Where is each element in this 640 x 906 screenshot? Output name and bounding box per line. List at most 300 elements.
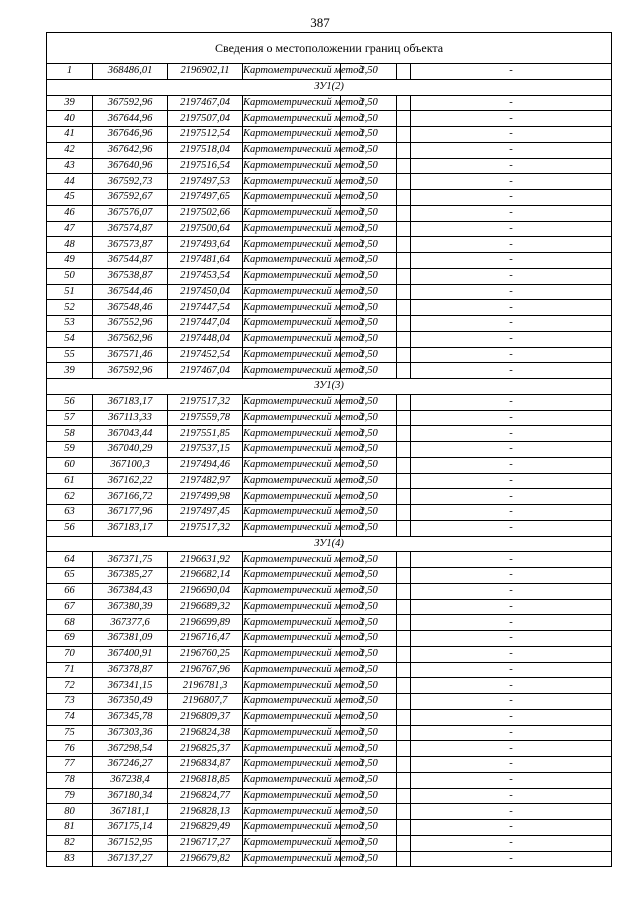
description-cell: - <box>411 205 612 221</box>
method-cell: Картометрический метод <box>243 725 341 741</box>
table-row <box>47 190 612 206</box>
method-cell: Картометрический метод <box>243 851 341 867</box>
blank-cell-cell <box>397 820 411 836</box>
blank-cell-cell <box>397 394 411 410</box>
accuracy-cell: 2,50 <box>341 678 397 694</box>
table-row <box>47 410 612 426</box>
description-cell: - <box>411 174 612 190</box>
x-coordinate-cell: 367571,46 <box>93 347 168 363</box>
description-cell: - <box>411 142 612 158</box>
accuracy-cell: 2,50 <box>341 457 397 473</box>
point-number-cell: 55 <box>47 347 93 363</box>
x-coordinate-cell: 367544,46 <box>93 284 168 300</box>
accuracy-cell: 2,50 <box>341 316 397 332</box>
blank-cell-cell <box>397 363 411 379</box>
table-row <box>47 851 612 867</box>
x-coordinate-cell: 367341,15 <box>93 678 168 694</box>
accuracy-cell: 2,50 <box>341 757 397 773</box>
x-coordinate-cell: 367384,43 <box>93 583 168 599</box>
point-number-cell: 62 <box>47 489 93 505</box>
accuracy-cell: 2,50 <box>341 127 397 143</box>
method-cell: Картометрический метод <box>243 757 341 773</box>
x-coordinate-cell: 367377,6 <box>93 615 168 631</box>
method-cell: Картометрический метод <box>243 426 341 442</box>
blank-cell-cell <box>397 489 411 505</box>
x-coordinate-cell: 367380,39 <box>93 599 168 615</box>
blank-cell-cell <box>397 583 411 599</box>
table-row <box>47 505 612 521</box>
y-coordinate-cell: 2196824,38 <box>168 725 243 741</box>
method-cell: Картометрический метод <box>243 300 341 316</box>
point-number-cell: 1 <box>47 64 93 80</box>
accuracy-cell: 2,50 <box>341 725 397 741</box>
method-cell: Картометрический метод <box>243 95 341 111</box>
y-coordinate-cell: 2196829,49 <box>168 820 243 836</box>
table-title-row <box>47 33 612 64</box>
page-number: 387 <box>310 15 330 30</box>
x-coordinate-cell: 367592,73 <box>93 174 168 190</box>
table-row <box>47 568 612 584</box>
method-cell: Картометрический метод <box>243 268 341 284</box>
boundary-coordinates-table <box>46 32 612 867</box>
accuracy-cell: 2,50 <box>341 804 397 820</box>
table-row <box>47 457 612 473</box>
table-row <box>47 442 612 458</box>
table-row <box>47 520 612 536</box>
x-coordinate-cell: 367166,72 <box>93 489 168 505</box>
table-row <box>47 64 612 80</box>
description-cell: - <box>411 552 612 568</box>
y-coordinate-cell: 2197448,04 <box>168 331 243 347</box>
method-cell: Картометрический метод <box>243 583 341 599</box>
table-title: Сведения о местоположении границ объекта <box>47 33 612 64</box>
section-label: ЗУ1(4) <box>47 536 612 552</box>
point-number-cell: 42 <box>47 142 93 158</box>
x-coordinate-cell: 367183,17 <box>93 394 168 410</box>
table-row <box>47 725 612 741</box>
blank-cell-cell <box>397 457 411 473</box>
x-coordinate-cell: 367592,96 <box>93 363 168 379</box>
description-cell: - <box>411 615 612 631</box>
point-number-cell: 53 <box>47 316 93 332</box>
table-row <box>47 646 612 662</box>
description-cell: - <box>411 221 612 237</box>
point-number-cell: 71 <box>47 662 93 678</box>
table-row <box>47 631 612 647</box>
description-cell: - <box>411 237 612 253</box>
y-coordinate-cell: 2197507,04 <box>168 111 243 127</box>
point-number-cell: 47 <box>47 221 93 237</box>
blank-cell-cell <box>397 268 411 284</box>
description-cell: - <box>411 757 612 773</box>
method-cell: Картометрический метод <box>243 662 341 678</box>
accuracy-cell: 2,50 <box>341 221 397 237</box>
blank-cell-cell <box>397 284 411 300</box>
y-coordinate-cell: 2197517,32 <box>168 520 243 536</box>
x-coordinate-cell: 367381,09 <box>93 631 168 647</box>
accuracy-cell: 2,50 <box>341 694 397 710</box>
table-row <box>47 709 612 725</box>
y-coordinate-cell: 2197493,64 <box>168 237 243 253</box>
blank-cell-cell <box>397 473 411 489</box>
accuracy-cell: 2,50 <box>341 741 397 757</box>
x-coordinate-cell: 367177,96 <box>93 505 168 521</box>
y-coordinate-cell: 2197453,54 <box>168 268 243 284</box>
method-cell: Картометрический метод <box>243 284 341 300</box>
method-cell: Картометрический метод <box>243 190 341 206</box>
point-number-cell: 40 <box>47 111 93 127</box>
accuracy-cell: 2,50 <box>341 174 397 190</box>
point-number-cell: 78 <box>47 772 93 788</box>
method-cell: Картометрический метод <box>243 568 341 584</box>
blank-cell-cell <box>397 127 411 143</box>
accuracy-cell: 2,50 <box>341 331 397 347</box>
y-coordinate-cell: 2196690,04 <box>168 583 243 599</box>
accuracy-cell: 2,50 <box>341 253 397 269</box>
y-coordinate-cell: 2196717,27 <box>168 835 243 851</box>
table-row <box>47 426 612 442</box>
description-cell: - <box>411 190 612 206</box>
point-number-cell: 56 <box>47 394 93 410</box>
method-cell: Картометрический метод <box>243 489 341 505</box>
description-cell: - <box>411 489 612 505</box>
blank-cell-cell <box>397 694 411 710</box>
point-number-cell: 65 <box>47 568 93 584</box>
method-cell: Картометрический метод <box>243 552 341 568</box>
blank-cell-cell <box>397 662 411 678</box>
accuracy-cell: 2,50 <box>341 300 397 316</box>
x-coordinate-cell: 367552,96 <box>93 316 168 332</box>
accuracy-cell: 2,50 <box>341 205 397 221</box>
table-row <box>47 142 612 158</box>
y-coordinate-cell: 2197518,04 <box>168 142 243 158</box>
accuracy-cell: 2,50 <box>341 158 397 174</box>
y-coordinate-cell: 2197499,98 <box>168 489 243 505</box>
y-coordinate-cell: 2197450,04 <box>168 284 243 300</box>
method-cell: Картометрический метод <box>243 316 341 332</box>
y-coordinate-cell: 2197482,97 <box>168 473 243 489</box>
method-cell: Картометрический метод <box>243 678 341 694</box>
x-coordinate-cell: 367043,44 <box>93 426 168 442</box>
table-row <box>47 316 612 332</box>
blank-cell-cell <box>397 331 411 347</box>
table-row <box>47 221 612 237</box>
description-cell: - <box>411 568 612 584</box>
x-coordinate-cell: 367183,17 <box>93 520 168 536</box>
accuracy-cell: 2,50 <box>341 788 397 804</box>
point-number-cell: 56 <box>47 520 93 536</box>
x-coordinate-cell: 367400,91 <box>93 646 168 662</box>
point-number-cell: 51 <box>47 284 93 300</box>
method-cell: Картометрический метод <box>243 505 341 521</box>
description-cell: - <box>411 316 612 332</box>
accuracy-cell: 2,50 <box>341 473 397 489</box>
accuracy-cell: 2,50 <box>341 237 397 253</box>
y-coordinate-cell: 2197500,64 <box>168 221 243 237</box>
table-row <box>47 615 612 631</box>
accuracy-cell: 2,50 <box>341 363 397 379</box>
point-number-cell: 49 <box>47 253 93 269</box>
method-cell: Картометрический метод <box>243 631 341 647</box>
y-coordinate-cell: 2197452,54 <box>168 347 243 363</box>
accuracy-cell: 2,50 <box>341 268 397 284</box>
description-cell: - <box>411 851 612 867</box>
table-row <box>47 284 612 300</box>
blank-cell-cell <box>397 64 411 80</box>
method-cell: Картометрический метод <box>243 347 341 363</box>
method-cell: Картометрический метод <box>243 111 341 127</box>
table-row <box>47 205 612 221</box>
table-row <box>47 268 612 284</box>
method-cell: Картометрический метод <box>243 237 341 253</box>
description-cell: - <box>411 646 612 662</box>
accuracy-cell: 2,50 <box>341 95 397 111</box>
point-number-cell: 52 <box>47 300 93 316</box>
x-coordinate-cell: 367246,27 <box>93 757 168 773</box>
x-coordinate-cell: 367385,27 <box>93 568 168 584</box>
point-number-cell: 57 <box>47 410 93 426</box>
y-coordinate-cell: 2196825,37 <box>168 741 243 757</box>
table-row <box>47 583 612 599</box>
point-number-cell: 39 <box>47 95 93 111</box>
method-cell: Картометрический метод <box>243 363 341 379</box>
accuracy-cell: 2,50 <box>341 190 397 206</box>
method-cell: Картометрический метод <box>243 127 341 143</box>
point-number-cell: 63 <box>47 505 93 521</box>
accuracy-cell: 2,50 <box>341 442 397 458</box>
point-number-cell: 82 <box>47 835 93 851</box>
table-row <box>47 111 612 127</box>
point-number-cell: 72 <box>47 678 93 694</box>
x-coordinate-cell: 367238,4 <box>93 772 168 788</box>
table-row <box>47 788 612 804</box>
table-row <box>47 552 612 568</box>
point-number-cell: 76 <box>47 741 93 757</box>
x-coordinate-cell: 367303,36 <box>93 725 168 741</box>
y-coordinate-cell: 2196631,92 <box>168 552 243 568</box>
table-row <box>47 473 612 489</box>
x-coordinate-cell: 367548,46 <box>93 300 168 316</box>
point-number-cell: 81 <box>47 820 93 836</box>
description-cell: - <box>411 694 612 710</box>
x-coordinate-cell: 367576,07 <box>93 205 168 221</box>
y-coordinate-cell: 2196682,14 <box>168 568 243 584</box>
table-row <box>47 804 612 820</box>
point-number-cell: 43 <box>47 158 93 174</box>
blank-cell-cell <box>397 347 411 363</box>
table-row <box>47 363 612 379</box>
y-coordinate-cell: 2196689,32 <box>168 599 243 615</box>
blank-cell-cell <box>397 741 411 757</box>
y-coordinate-cell: 2196807,7 <box>168 694 243 710</box>
x-coordinate-cell: 367646,96 <box>93 127 168 143</box>
blank-cell-cell <box>397 804 411 820</box>
accuracy-cell: 2,50 <box>341 111 397 127</box>
method-cell: Картометрический метод <box>243 457 341 473</box>
y-coordinate-cell: 2196760,25 <box>168 646 243 662</box>
point-number-cell: 74 <box>47 709 93 725</box>
accuracy-cell: 2,50 <box>341 599 397 615</box>
blank-cell-cell <box>397 111 411 127</box>
accuracy-cell: 2,50 <box>341 646 397 662</box>
y-coordinate-cell: 2197497,53 <box>168 174 243 190</box>
point-number-cell: 59 <box>47 442 93 458</box>
blank-cell-cell <box>397 426 411 442</box>
x-coordinate-cell: 367298,54 <box>93 741 168 757</box>
description-cell: - <box>411 95 612 111</box>
x-coordinate-cell: 367137,27 <box>93 851 168 867</box>
accuracy-cell: 2,50 <box>341 552 397 568</box>
y-coordinate-cell: 2196767,96 <box>168 662 243 678</box>
point-number-cell: 83 <box>47 851 93 867</box>
blank-cell-cell <box>397 568 411 584</box>
accuracy-cell: 2,50 <box>341 410 397 426</box>
table-row <box>47 694 612 710</box>
y-coordinate-cell: 2197512,54 <box>168 127 243 143</box>
y-coordinate-cell: 2196834,87 <box>168 757 243 773</box>
method-cell: Картометрический метод <box>243 205 341 221</box>
blank-cell-cell <box>397 253 411 269</box>
y-coordinate-cell: 2196824,77 <box>168 788 243 804</box>
table-row <box>47 835 612 851</box>
section-label: ЗУ1(2) <box>47 79 612 95</box>
description-cell: - <box>411 599 612 615</box>
blank-cell-cell <box>397 631 411 647</box>
table-row <box>47 158 612 174</box>
description-cell: - <box>411 725 612 741</box>
blank-cell-cell <box>397 300 411 316</box>
x-coordinate-cell: 367180,34 <box>93 788 168 804</box>
x-coordinate-cell: 367562,96 <box>93 331 168 347</box>
table-row <box>47 394 612 410</box>
method-cell: Картометрический метод <box>243 253 341 269</box>
description-cell: - <box>411 662 612 678</box>
description-cell: - <box>411 158 612 174</box>
x-coordinate-cell: 367152,95 <box>93 835 168 851</box>
description-cell: - <box>411 268 612 284</box>
y-coordinate-cell: 2197502,66 <box>168 205 243 221</box>
point-number-cell: 64 <box>47 552 93 568</box>
description-cell: - <box>411 520 612 536</box>
description-cell: - <box>411 473 612 489</box>
description-cell: - <box>411 253 612 269</box>
point-number-cell: 39 <box>47 363 93 379</box>
table-row <box>47 599 612 615</box>
description-cell: - <box>411 410 612 426</box>
point-number-cell: 68 <box>47 615 93 631</box>
x-coordinate-cell: 368486,01 <box>93 64 168 80</box>
table-row <box>47 95 612 111</box>
method-cell: Картометрический метод <box>243 835 341 851</box>
accuracy-cell: 2,50 <box>341 709 397 725</box>
accuracy-cell: 2,50 <box>341 662 397 678</box>
accuracy-cell: 2,50 <box>341 520 397 536</box>
description-cell: - <box>411 442 612 458</box>
section-label: ЗУ1(3) <box>47 379 612 395</box>
x-coordinate-cell: 367573,87 <box>93 237 168 253</box>
y-coordinate-cell: 2197467,04 <box>168 95 243 111</box>
blank-cell-cell <box>397 316 411 332</box>
point-number-cell: 69 <box>47 631 93 647</box>
table-row <box>47 174 612 190</box>
blank-cell-cell <box>397 725 411 741</box>
blank-cell-cell <box>397 835 411 851</box>
x-coordinate-cell: 367345,78 <box>93 709 168 725</box>
point-number-cell: 70 <box>47 646 93 662</box>
point-number-cell: 80 <box>47 804 93 820</box>
y-coordinate-cell: 2196809,37 <box>168 709 243 725</box>
description-cell: - <box>411 583 612 599</box>
description-cell: - <box>411 741 612 757</box>
blank-cell-cell <box>397 851 411 867</box>
table-row <box>47 741 612 757</box>
method-cell: Картометрический метод <box>243 820 341 836</box>
description-cell: - <box>411 788 612 804</box>
x-coordinate-cell: 367640,96 <box>93 158 168 174</box>
description-cell: - <box>411 631 612 647</box>
x-coordinate-cell: 367371,75 <box>93 552 168 568</box>
description-cell: - <box>411 804 612 820</box>
point-number-cell: 67 <box>47 599 93 615</box>
y-coordinate-cell: 2197467,04 <box>168 363 243 379</box>
blank-cell-cell <box>397 505 411 521</box>
blank-cell-cell <box>397 757 411 773</box>
y-coordinate-cell: 2197516,54 <box>168 158 243 174</box>
x-coordinate-cell: 367040,29 <box>93 442 168 458</box>
blank-cell-cell <box>397 410 411 426</box>
x-coordinate-cell: 367644,96 <box>93 111 168 127</box>
method-cell: Картометрический метод <box>243 174 341 190</box>
method-cell: Картометрический метод <box>243 64 341 80</box>
y-coordinate-cell: 2197447,04 <box>168 316 243 332</box>
description-cell: - <box>411 111 612 127</box>
table-row <box>47 820 612 836</box>
description-cell: - <box>411 709 612 725</box>
y-coordinate-cell: 2196679,82 <box>168 851 243 867</box>
y-coordinate-cell: 2196818,85 <box>168 772 243 788</box>
description-cell: - <box>411 835 612 851</box>
y-coordinate-cell: 2196781,3 <box>168 678 243 694</box>
x-coordinate-cell: 367378,87 <box>93 662 168 678</box>
accuracy-cell: 2,50 <box>341 64 397 80</box>
point-number-cell: 45 <box>47 190 93 206</box>
method-cell: Картометрический метод <box>243 442 341 458</box>
description-cell: - <box>411 331 612 347</box>
y-coordinate-cell: 2197447,54 <box>168 300 243 316</box>
blank-cell-cell <box>397 646 411 662</box>
blank-cell-cell <box>397 520 411 536</box>
table-row <box>47 757 612 773</box>
method-cell: Картометрический метод <box>243 741 341 757</box>
y-coordinate-cell: 2197494,46 <box>168 457 243 473</box>
blank-cell-cell <box>397 174 411 190</box>
table-row <box>47 127 612 143</box>
blank-cell-cell <box>397 142 411 158</box>
accuracy-cell: 2,50 <box>341 772 397 788</box>
x-coordinate-cell: 367162,22 <box>93 473 168 489</box>
table-row <box>47 678 612 694</box>
method-cell: Картометрический метод <box>243 599 341 615</box>
point-number-cell: 44 <box>47 174 93 190</box>
accuracy-cell: 2,50 <box>341 835 397 851</box>
y-coordinate-cell: 2197481,64 <box>168 253 243 269</box>
y-coordinate-cell: 2197497,65 <box>168 190 243 206</box>
point-number-cell: 79 <box>47 788 93 804</box>
accuracy-cell: 2,50 <box>341 394 397 410</box>
blank-cell-cell <box>397 95 411 111</box>
blank-cell-cell <box>397 205 411 221</box>
description-cell: - <box>411 363 612 379</box>
